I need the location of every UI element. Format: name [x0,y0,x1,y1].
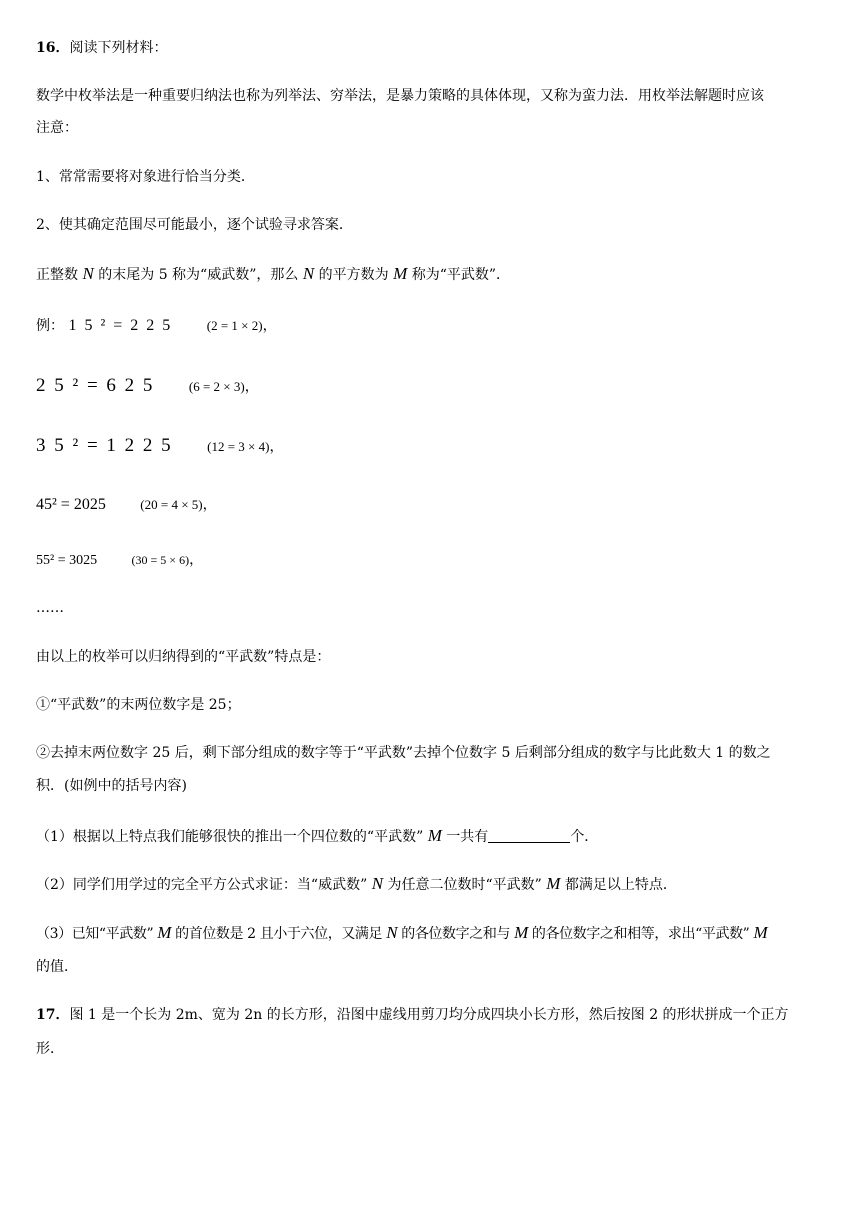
example-equation: 45² = 2025 [36,496,106,513]
example-equation: 1 5 ² = 2 2 5 [68,317,173,334]
q16-point2: 2、使其确定范围尽可能最小，逐个试验寻求答案． [36,217,353,233]
ellipsis: …… [36,600,64,616]
q16-feature2-line1: ②去掉末两位数字 25 后，剩下部分组成的数字等于“平武数”去掉个位数字 5 后剩部分组成的数字与比此数大 1 的数之 [36,745,771,761]
var-N: N [82,264,94,283]
var-N: N [302,264,315,283]
example-equation: 55² = 3025 [36,553,98,568]
q17-line1: 17．图 1 是一个长为 2m、宽为 2n 的长方形，沿图中虚线用剪刀均分成四块小长方形，然后按图 2 的形状拼成一个正方 [36,1007,789,1023]
q16-feature2-line2: 积．(如例中的括号内容) [36,778,187,794]
q16-point1: 1、常常需要将对象进行恰当分类． [36,169,255,185]
example-row-4: 45² = 2025 (20 = 4 × 5)， [36,496,217,513]
var-M: M [753,923,768,942]
var-M: M [514,923,528,942]
var-M: M [157,923,172,942]
q16-subquestion-3-line1: （3）已知“平武数” M 的首位数是 2 且小于六位，又满足 N 的各位数字之和与 M 的各位数字之和相等，求出“平武数” M [36,923,768,942]
example-note: (6 = 2 × 3) [188,379,245,394]
var-M: M [427,826,442,845]
q16-heading [36,38,167,58]
q16-intro-line2: 注意： [36,120,78,136]
var-N: N [386,923,398,942]
var-M: M [393,264,408,283]
example-equation: 2 5 ² = 6 2 5 [36,375,155,396]
q16-subquestion-1: （1）根据以上特点我们能够很快的推出一个四位数的“平武数” M 一共有 个． [36,826,599,845]
example-row-5: 55² = 3025 (30 = 5 × 6)， [36,552,204,568]
example-row-2: 2 5 ² = 6 2 5 (6 = 2 × 3)， [36,375,259,396]
q17-number: 17． [36,1007,70,1023]
q16-intro-line1: 数学中枚举法是一种重要归纳法也称为列举法、穷举法，是暴力策略的具体体现，又称为蛮力法．用枚举法解题时应该 [36,88,764,104]
example-note: (30 = 5 × 6) [131,553,190,567]
q16-title: 阅读下列材料： [69,40,168,56]
example-equation: 3 5 ² = 1 2 2 5 [36,435,173,456]
q16-subquestion-3-line2: 的值． [36,959,78,975]
var-M: M [546,874,561,893]
q16-number: 16． [36,40,70,56]
example-note: (20 = 4 × 5) [140,497,203,512]
q17-line2: 形． [36,1041,64,1057]
example-note: (2 = 1 × 2) [206,318,263,333]
q16-definition: 正整数 N 的末尾为 5 称为“威武数”，那么 N 的平方数为 M 称为“平武数”． [36,264,511,283]
answer-blank[interactable] [488,828,570,843]
q16-feature1: ①“平武数”的末两位数字是 25； [36,697,241,713]
q16-subquestion-2: （2）同学们用学过的完全平方公式求证：当“威武数” N 为任意二位数时“平武数” M 都满足以上特点． [36,874,677,893]
example-row-3: 3 5 ² = 1 2 2 5 (12 = 3 × 4)， [36,435,284,456]
example-label: 例： [36,318,64,334]
example-row-1: 例： 1 5 ² = 2 2 5 (2 = 1 × 2)， [36,317,277,334]
q16-summary: 由以上的枚举可以归纳得到的“平武数”特点是： [36,649,331,665]
example-note: (12 = 3 × 4) [207,439,270,454]
var-N: N [371,874,384,893]
